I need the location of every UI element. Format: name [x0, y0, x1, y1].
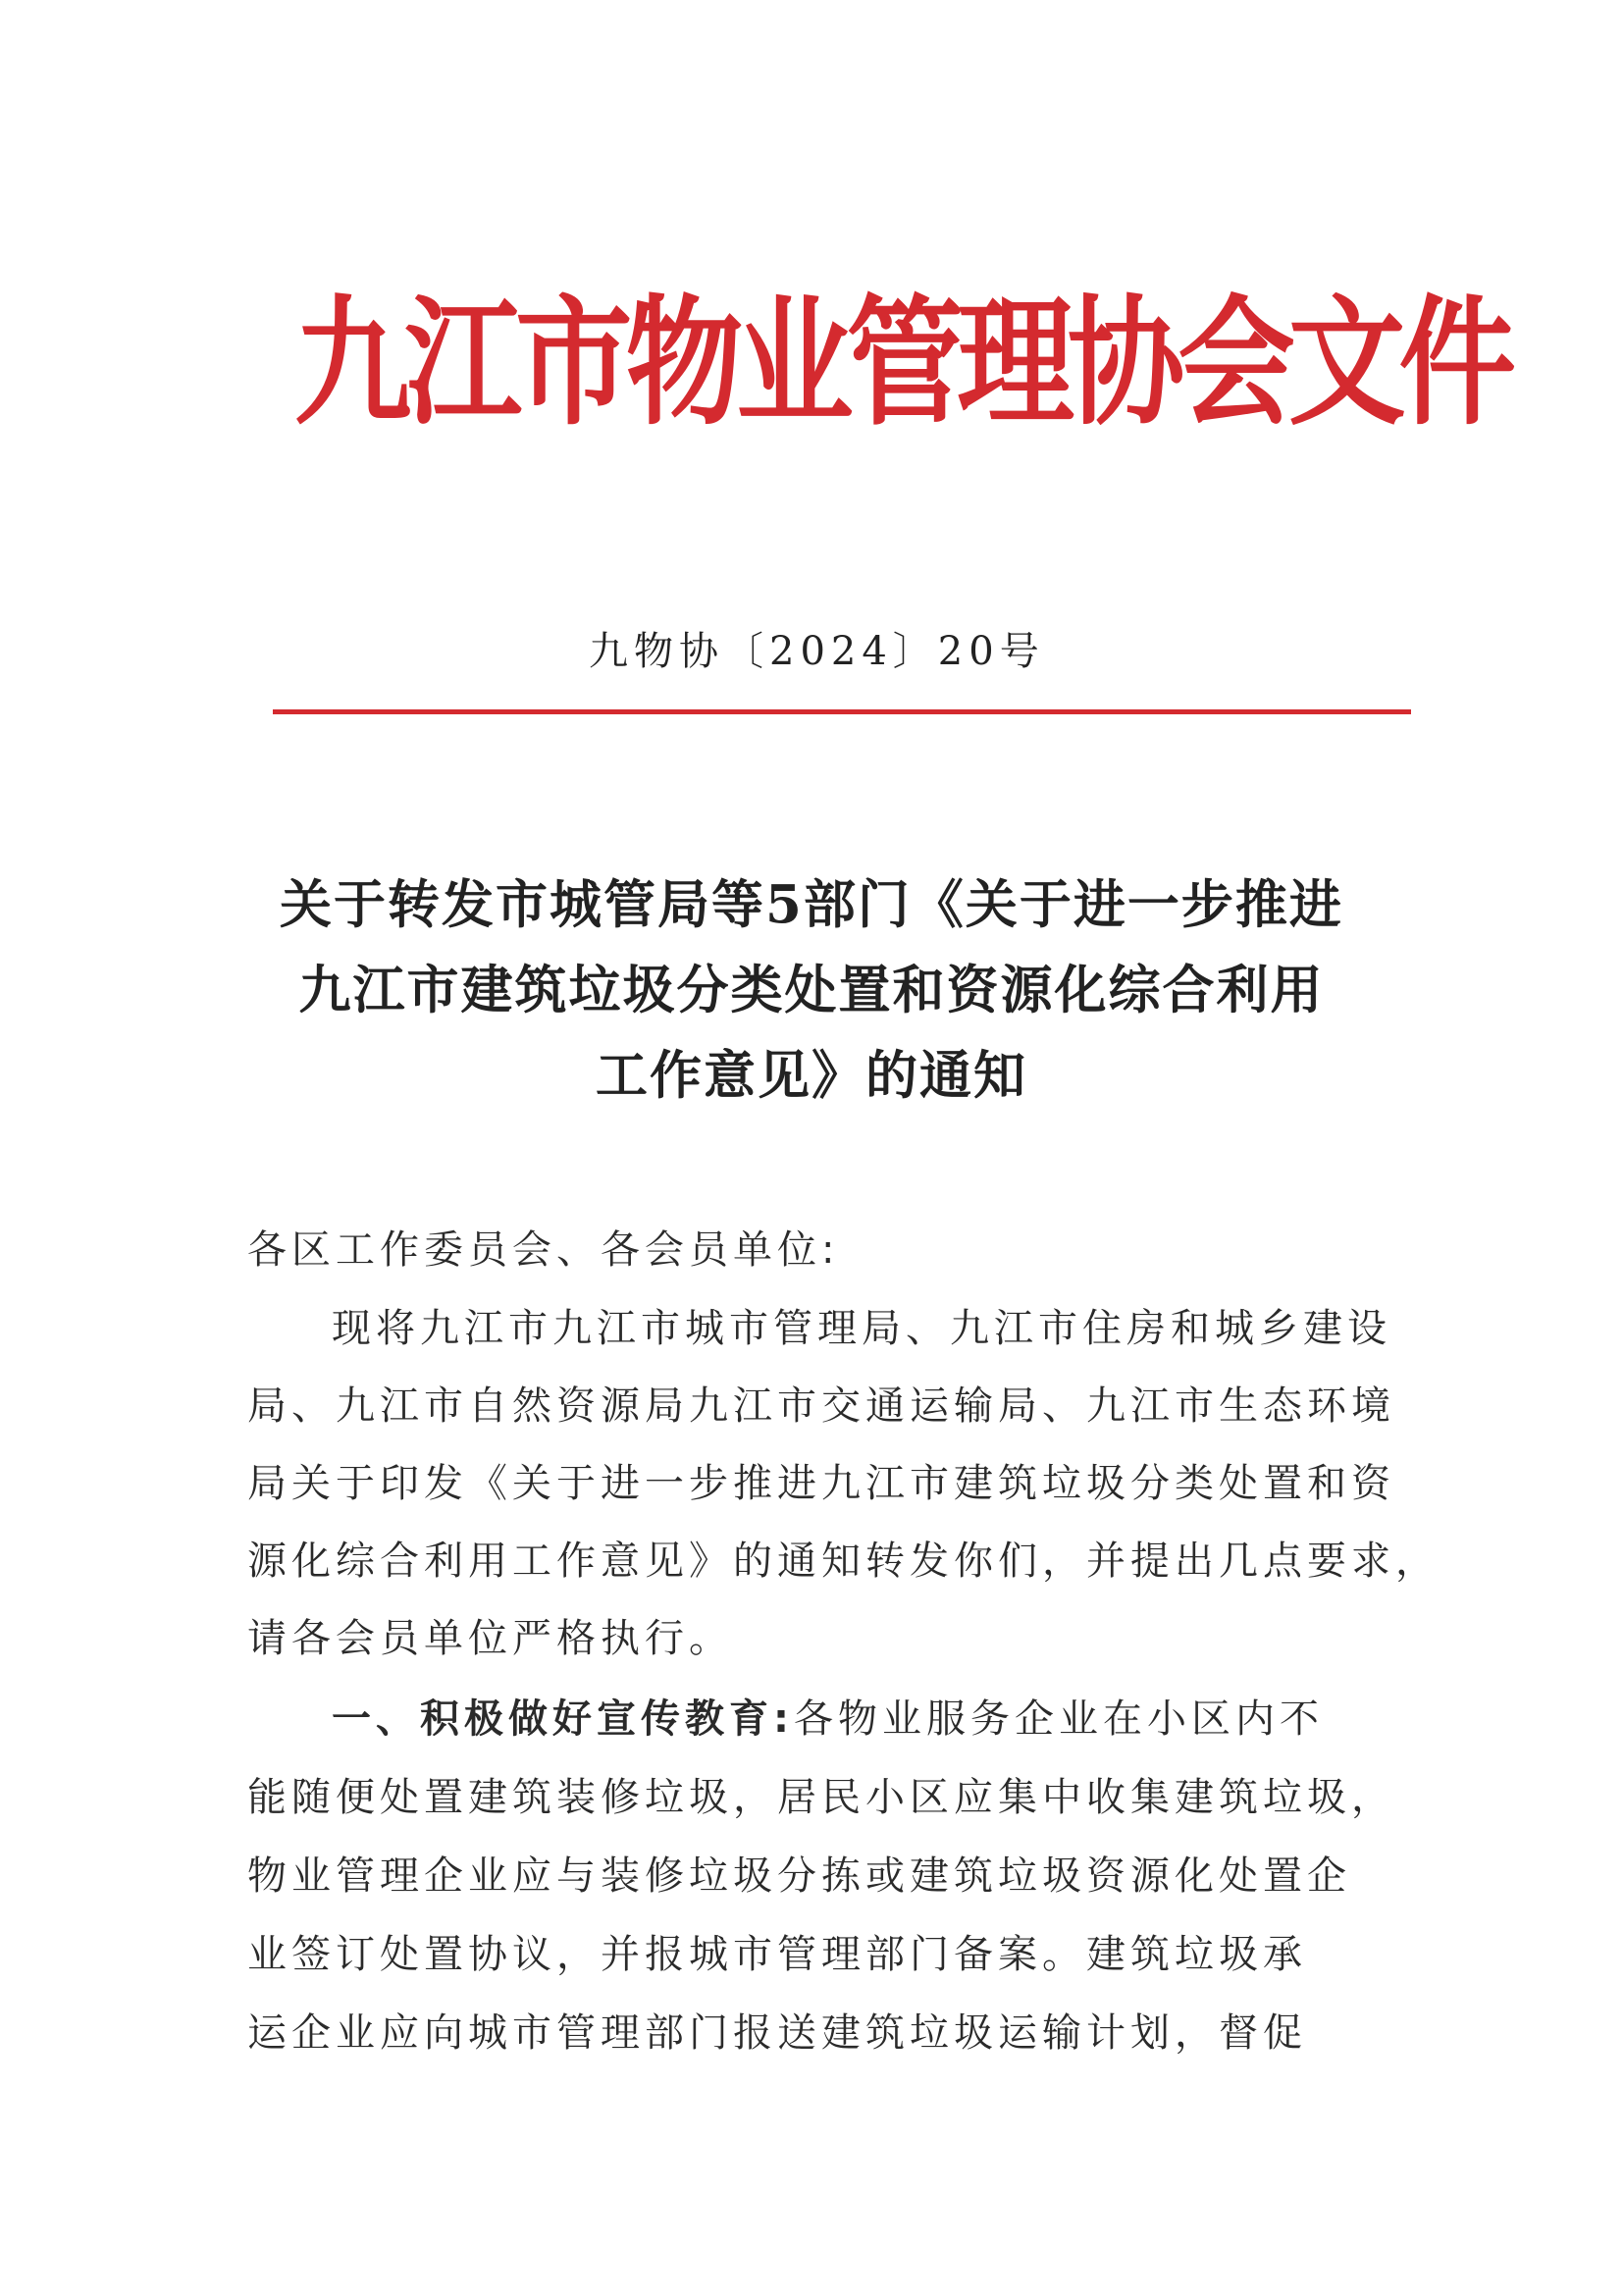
paragraph-line: 能随便处置建筑装修垃圾，居民小区应集中收集建筑垃圾，: [247, 1775, 1395, 1820]
document-number: 九物协〔2024〕20号: [589, 629, 1045, 674]
paragraph-line: 源化综合利用工作意见》的通知转发你们，并提出几点要求，: [247, 1539, 1440, 1584]
section-1-first-line: [332, 1688, 1324, 1744]
paragraph-line: 运企业应向城市管理部门报送建筑垃圾运输计划，督促: [247, 2010, 1307, 2056]
paragraph-line: 物业管理企业应与装修垃圾分拣或建筑垃圾资源化处置企: [247, 1853, 1351, 1899]
paragraph-line: 局、九江市自然资源局九江市交通运输局、九江市生态环境: [247, 1383, 1395, 1429]
red-divider-rule: [273, 709, 1411, 714]
paragraph-line: 业签订处置协议，并报城市管理部门备案。建筑垃圾承: [247, 1932, 1307, 1977]
document-title-line-2: 九江市建筑垃圾分类处置和资源化综合利用: [298, 960, 1325, 1020]
paragraph-line: 局关于印发《关于进一步推进九江市建筑垃圾分类处置和资: [247, 1461, 1395, 1506]
paragraph-line: 请各会员单位严格执行。: [247, 1616, 733, 1661]
document-title-line-1: 关于转发市城管局等5部门《关于进一步推进: [280, 874, 1343, 935]
salutation: 各区工作委员会、各会员单位:: [247, 1227, 840, 1273]
document-title-line-3: 工作意见》的通知: [596, 1045, 1027, 1106]
section-1-text: 各物业服务企业在小区内不: [794, 1696, 1324, 1742]
section-1-heading: 一、积极做好宣传教育:: [332, 1696, 794, 1742]
paragraph-line: 现将九江市九江市城市管理局、九江市住房和城乡建设: [332, 1306, 1391, 1351]
org-header-title: 九江市物业管理协会文件: [294, 282, 1510, 444]
